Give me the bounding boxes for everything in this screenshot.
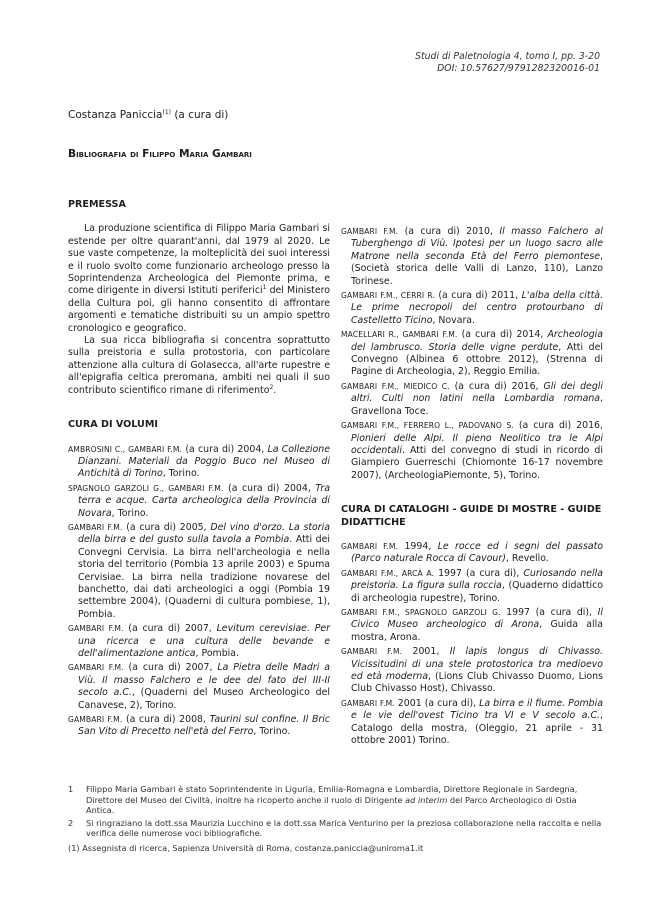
bib-rest: , Novara.	[432, 314, 476, 326]
right-column	[341, 226, 603, 749]
cataloghi-list	[341, 541, 603, 748]
bib-entry	[341, 607, 603, 644]
bib-authors: SPAGNOLO GARZOLI G., GAMBARI F.M.	[68, 483, 224, 493]
footnote-text-b: del Parco Archeologico di Ostia Antica.	[86, 794, 577, 815]
footnote	[68, 818, 603, 839]
cataloghi-heading-line-1: CURA DI CATALOGHI - GUIDE DI MOSTRE - GUIDE	[341, 504, 602, 516]
bib-entry	[341, 568, 603, 605]
volumi-list-right	[341, 226, 603, 482]
bib-date: 1994,	[398, 540, 438, 552]
bib-title: Curiosando nella preistoria. La figura sulla roccia	[351, 567, 603, 592]
bib-rest: , Guida alla mostra, Arona.	[351, 619, 603, 643]
bib-rest: , (Quaderno didattico di archeologia rupestre), Torino.	[351, 580, 603, 604]
bib-title: Tra terra e acque. Carta archeologica della Provincia di Novara	[78, 482, 330, 519]
bib-entry	[68, 623, 330, 660]
author-role: (a cura di)	[174, 109, 229, 121]
bib-date: 1997 (a cura di),	[500, 606, 598, 618]
journal-line-2: DOI: 10.57627/9791282320016-01	[437, 63, 600, 74]
bib-date: (a cura di) 2007,	[123, 662, 218, 674]
footnote-text	[86, 818, 603, 839]
bib-authors: AMBROSINI C., GAMBARI F.M.	[68, 444, 183, 454]
bib-date: (a cura di) 2008,	[122, 714, 210, 726]
author-line	[68, 109, 228, 121]
bib-date: (a cura di) 2016,	[449, 380, 544, 392]
bib-title: Del vino d'orzo. La storia della birra e del gusto sulla tavola a Pombia	[78, 521, 330, 546]
bib-authors: MACELLARI R., GAMBARI F.M.	[341, 330, 458, 340]
bib-entry	[68, 522, 330, 621]
bib-date: (a cura di) 2016,	[513, 420, 603, 432]
bib-entry	[341, 541, 603, 566]
footnote-text	[86, 784, 603, 816]
bib-entry	[341, 226, 603, 288]
bib-title: La Pietra delle Madri a Viù. Il masso Falchero e le dee del fato del III-II secolo a.C.	[78, 662, 330, 699]
bib-entry	[68, 714, 330, 739]
bib-date: 2001 (a cura di),	[394, 697, 480, 709]
bib-title: Pionieri delle Alpi. Il pieno Neolitico tra le Alpi occidentali	[351, 432, 603, 456]
volumi-list-left	[68, 444, 330, 739]
footnote-number: 1	[68, 784, 74, 794]
bib-authors: GAMBARI F.M.	[68, 624, 124, 634]
bib-authors: GAMBARI F.M.	[341, 647, 403, 657]
footnote-text-italic: ad interim	[405, 794, 448, 805]
page-title: Bibliografia di Filippo Maria Gambari	[68, 148, 252, 160]
bib-entry	[341, 420, 603, 482]
bib-entry	[341, 698, 603, 748]
footnote-text-a: Filippo Maria Gambari è stato Soprintendente in Liguria, Emilia-Romagna e Lombardia, Direttore Regionale in Sardegna, Direttore del Museo del Civiltà, inoltre ha ricoperto anche il ruolo di Dirigente	[86, 784, 578, 805]
bib-authors: GAMBARI F.M.	[341, 541, 399, 551]
bib-rest: , Gravellona Toce.	[351, 393, 603, 417]
footnote-text-a: Si ringraziano la dott.ssa Maurizia Lucchino e la dott.ssa Marica Venturino per la preziosa collaborazione nella raccolta e nella verifica delle numerose voci bibliografiche.	[86, 817, 602, 838]
author-affiliation: (1) Assegnista di ricerca, Sapienza Università di Roma, costanza.paniccia@uniroma1.it	[68, 843, 424, 853]
bib-title: Le rocce ed i segni del passato (Parco naturale Rocca di Cavour)	[351, 540, 603, 565]
cataloghi-heading-line-2: DIDATTICHE	[341, 516, 406, 528]
author-note-mark: (1)	[162, 109, 171, 116]
bib-rest: , (Società storica delle Valli di Lanzo, 110), Lanzo Torinese.	[351, 250, 603, 287]
bib-entry	[68, 483, 330, 520]
premessa-paragraph-2	[68, 335, 330, 397]
bib-entry	[68, 444, 330, 481]
journal-citation	[415, 51, 600, 75]
bib-title: Il Civico Museo archeologico di Arona	[351, 606, 603, 631]
bib-entry	[341, 290, 603, 327]
bib-rest: . Atti dei Convegni Cervisia. La birra nell'archeologia e nella storia del territorio (Pombia 13 aprile 2003) e Spuma Cervisiae. La birra nella tradizione novarese del banchetto, dai dati archeologici a oggi (Pombia 19 settembre 2004), (Quaderni di cultura pombiese, 1), Pombia.	[78, 534, 330, 620]
bib-title: Levitum cerevisiae. Per una ricerca e una cultura delle bevande e dell'alimentazione antica	[78, 623, 330, 659]
bib-date: (a cura di) 2011,	[434, 290, 522, 302]
journal-line-1: Studi di Paletnologia 4, tomo I, pp. 3-20	[415, 51, 600, 62]
bib-entry	[341, 329, 603, 379]
bib-date: (a cura di) 2010,	[398, 226, 500, 237]
bib-authors: GAMBARI F.M.	[68, 715, 123, 725]
bib-title: La birra e il fiume. Pombia e le vie dell'ovest Ticino tra VI e V secolo a.C.	[351, 697, 603, 722]
bib-date: (a cura di) 2004,	[223, 482, 316, 494]
bib-authors: GAMBARI F.M., FERRERO L., PADOVANO S.	[341, 421, 514, 431]
bib-rest: , Revello.	[505, 553, 549, 565]
author-name: Costanza Paniccia	[68, 109, 163, 121]
bib-date: 1997 (a cura di),	[434, 567, 524, 579]
bib-rest: , Pombia.	[195, 648, 239, 659]
section-heading-premessa: PREMESSA	[68, 199, 126, 210]
bib-rest: , Torino.	[111, 507, 149, 519]
premessa-p2-text: La sua ricca bibliografia si concentra soprattutto sulla preistoria e sulla protostoria, con particolare attenzione alla cultura di Golasecca, all'arte rupestre e all'epigrafia celtica preromana, ambiti nei quali il suo contributo scientifico rimane di riferimento	[68, 335, 330, 396]
footnote	[68, 784, 603, 816]
bib-authors: GAMBARI F.M.	[341, 227, 399, 236]
bib-entry	[68, 662, 330, 712]
bib-authors: GAMBARI F.M.	[68, 522, 123, 532]
bib-rest: , Torino.	[162, 468, 200, 480]
bib-rest: , (Quaderni del Museo Archeologico del Canavese, 2), Torino.	[78, 687, 330, 711]
bib-title: Archeologia del lambrusco. Storia delle vigne perdute	[351, 329, 603, 353]
section-heading-cataloghi	[341, 504, 603, 529]
bib-title: L'alba della città. Le prime necropoli del centro protourbano di Castelletto Ticino	[351, 290, 603, 326]
bib-title: Il lapis longus di Chivasso. Vicissitudini di una stele protostorica tra medioevo ed età moderna	[351, 646, 603, 682]
bib-authors: GAMBARI F.M., CERRI R.	[341, 291, 435, 301]
footnotes	[68, 784, 603, 841]
bib-rest: , Atti del Convegno (Albinea 6 ottobre 2012), (Strenna di Pagine di Archeologia, 2), Reggio Emilia.	[351, 341, 604, 378]
bib-authors: GAMBARI F.M., SPAGNOLO GARZOLI G.	[341, 607, 501, 617]
premessa-paragraph-1	[68, 223, 330, 335]
bib-date: (a cura di) 2007,	[123, 623, 217, 635]
bib-title: La Collezione Dianzani. Materiali da Poggio Buco nel Museo di Antichità di Torino	[78, 443, 330, 480]
bib-title: Gli dei degli altri. Culti non latini nella Lombardia romana	[351, 380, 603, 405]
bib-date: (a cura di) 2005,	[122, 521, 211, 533]
bib-date: (a cura di) 2004,	[182, 443, 268, 455]
premessa-p1-text: La produzione scientifica di Filippo Maria Gambari si estende per oltre quarant'anni, dal 1979 al 2020. Le sue vaste competenze, la molteplicità dei suoi interessi e il ruolo svolto come funzionario archeologo presso la Soprintendenza Archeologica del Piemonte prima, e come dirigente in diversi Istituti periferici	[68, 223, 330, 297]
bib-authors: GAMBARI F.M.	[68, 663, 124, 673]
bib-title: Il masso Falchero al Tuberghengo di Viù. Ipotesi per un luogo sacro alle Matrone nella seconda Età del Ferro piemontese	[351, 226, 603, 262]
bib-entry	[341, 646, 603, 696]
bib-authors: GAMBARI F.M.	[341, 698, 395, 708]
footnote-ref-2: 2	[269, 383, 274, 391]
premessa-p2-tail: .	[273, 384, 277, 396]
bib-rest: , Torino.	[253, 726, 291, 738]
bib-entry	[341, 381, 603, 418]
bib-rest: . Atti del convegno di studi in ricordo di Giampiero Guerreschi (Chiomonte 16-17 novembre 2007), (ArcheologiaPiemonte, 5), Torino.	[351, 444, 603, 481]
left-column	[68, 199, 330, 741]
bib-authors: GAMBARI F.M., ARCÀ A.	[341, 568, 435, 578]
bib-rest: , (Lions Club Chivasso Duomo, Lions Club Chivasso Host), Chivasso.	[351, 671, 603, 695]
bib-date: 2001,	[402, 646, 450, 658]
bib-rest: , Catalogo della mostra, (Oleggio, 21 aprile - 31 ottobre 2001) Torino.	[351, 710, 603, 747]
premessa-p1-tail: del Ministero della Cultura poi, gli hanno consentito di affrontare argomenti e tematiche distribuiti su un ampio spettro cronologico e geografico.	[68, 285, 330, 334]
bib-date: (a cura di) 2014,	[457, 329, 548, 341]
bib-title: Taurini sul confine. Il Bric San Vito di Precetto nell'età del Ferro	[78, 714, 330, 738]
bib-authors: GAMBARI F.M., MIEDICO C.	[341, 381, 450, 391]
footnote-ref-1: 1	[262, 284, 267, 292]
footnote-number: 2	[68, 817, 74, 828]
section-heading-volumi: CURA DI VOLUMI	[68, 419, 158, 431]
